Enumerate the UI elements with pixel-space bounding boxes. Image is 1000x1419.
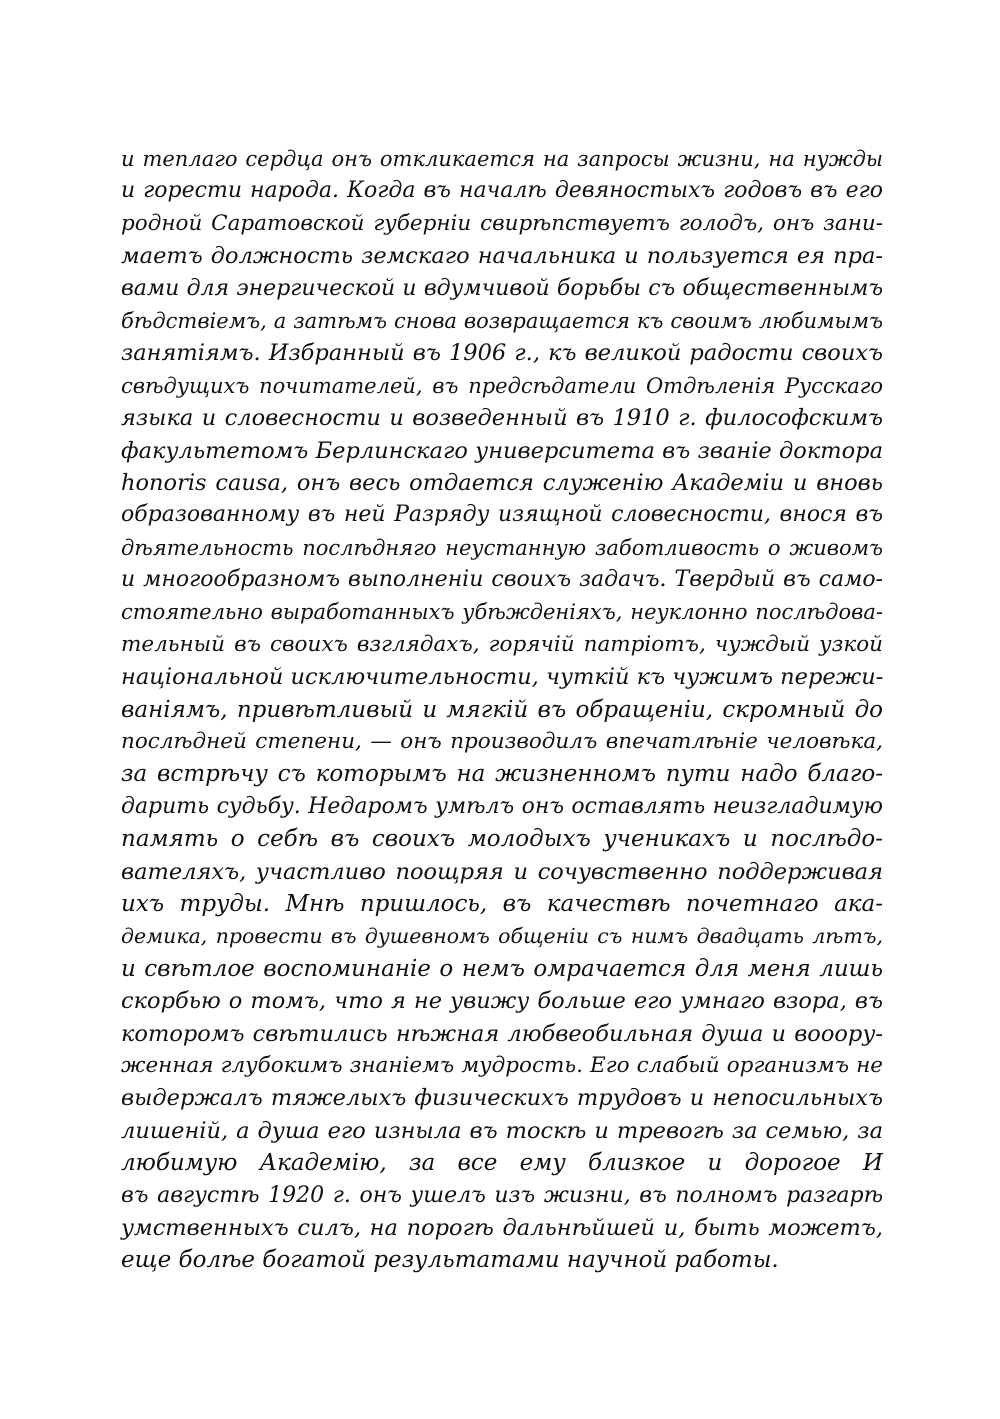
text-line: honoris causa, онъ весь отдается служенію Академіи и вновь (121, 469, 883, 496)
text-line: любимую Академію, за все ему близкое и дорогое И (121, 1150, 883, 1177)
text-line: образованному въ ней Разряду изящной словесности, внося въ (121, 502, 883, 528)
text-line: еще болѣе богатой результатами научной работы. (121, 1247, 779, 1274)
text-line: занятіямъ. Избранный въ 1906 г., къ великой радости своихъ (121, 340, 883, 367)
text-line: выдержалъ тяжелыхъ физическихъ трудовъ и непосильныхъ (121, 1085, 883, 1112)
text-line: національной исключительности, чуткій къ чужимъ пережи- (121, 664, 884, 691)
text-line: которомъ свѣтились нѣжная любвеобильная душа и вооору- (121, 1020, 883, 1047)
text-line: и горести народа. Когда въ началѣ девяностыхъ годовъ въ его (121, 178, 883, 204)
text-line: въ августѣ 1920 г. онъ ушелъ изъ жизни, въ полномъ разгарѣ (121, 1182, 883, 1208)
text-line: дарить судьбу. Недаромъ умѣлъ онъ оставлять неизгладимую (121, 793, 883, 819)
body-text (121, 143, 883, 1277)
text-line: умственныхъ силъ, на порогѣ дальнѣйшей и, быть можетъ, (121, 1214, 883, 1241)
text-line: стоятельно выработанныхъ убѣжденіяхъ, неуклонно послѣдова- (121, 600, 883, 625)
text-line: вателяхъ, участливо поощряя и сочувственно поддерживая (121, 858, 883, 885)
text-line: скорбью о томъ, что я не увижу больше его умнаго взора, въ (121, 988, 883, 1015)
text-line: послѣдней степени, — онъ производилъ впечатлѣніе человѣка, (121, 729, 883, 755)
text-line: и многообразномъ выполненіи своихъ задачъ. Твердый въ само- (121, 567, 883, 593)
text-line: бѣдствіемъ, а затѣмъ снова возвращается къ своимъ любимымъ (121, 308, 883, 333)
text-line: свѣдущихъ почитателей, въ предсѣдатели Отдѣленія Русскаго (121, 373, 883, 398)
text-line: тельный въ своихъ взглядахъ, горячій патріотъ, чуждый узкой (121, 631, 883, 657)
text-line: факультетомъ Берлинскаго университета въ званіе доктора (121, 437, 883, 464)
text-line: и свѣтлое воспоминаніе о немъ омрачается для меня лишь (121, 955, 883, 982)
text-line: за встрѣчу съ которымъ на жизненномъ пути надо благо- (121, 761, 883, 788)
text-line: демика, провести въ душевномъ общеніи съ нимъ двадцать лѣтъ, (121, 924, 883, 949)
text-line: память о себѣ въ своихъ молодыхъ ученикахъ и послѣдо- (121, 826, 883, 853)
text-line: языка и словесности и возведенный въ 1910 г. философскимъ (121, 405, 883, 432)
text-line: и теплаго сердца онъ откликается на запросы жизни, на нужды (121, 147, 883, 171)
text-line: родной Саратовской губерніи свирѣпствуетъ голодъ, онъ зани- (121, 210, 883, 236)
text-line: маетъ должность земскаго начальника и пользуется ея пра- (121, 243, 883, 270)
text-line: женная глубокимъ знаніемъ мудрость. Его слабый организмъ не (121, 1052, 883, 1078)
text-line: вами для энергической и вдумчивой борьбы съ общественнымъ (121, 275, 883, 301)
text-line: дѣятельность послѣдняго неустанную заботливость о живомъ (121, 535, 883, 560)
text-line: ихъ труды. Мнѣ пришлось, въ качествѣ почетнаго ака- (121, 890, 883, 917)
text-line: лишеній, а душа его изныла въ тоскѣ и тревогѣ за семью, за (121, 1117, 883, 1144)
text-line: ваніямъ, привѣтливый и мягкій въ обращеніи, скромный до (121, 696, 883, 723)
